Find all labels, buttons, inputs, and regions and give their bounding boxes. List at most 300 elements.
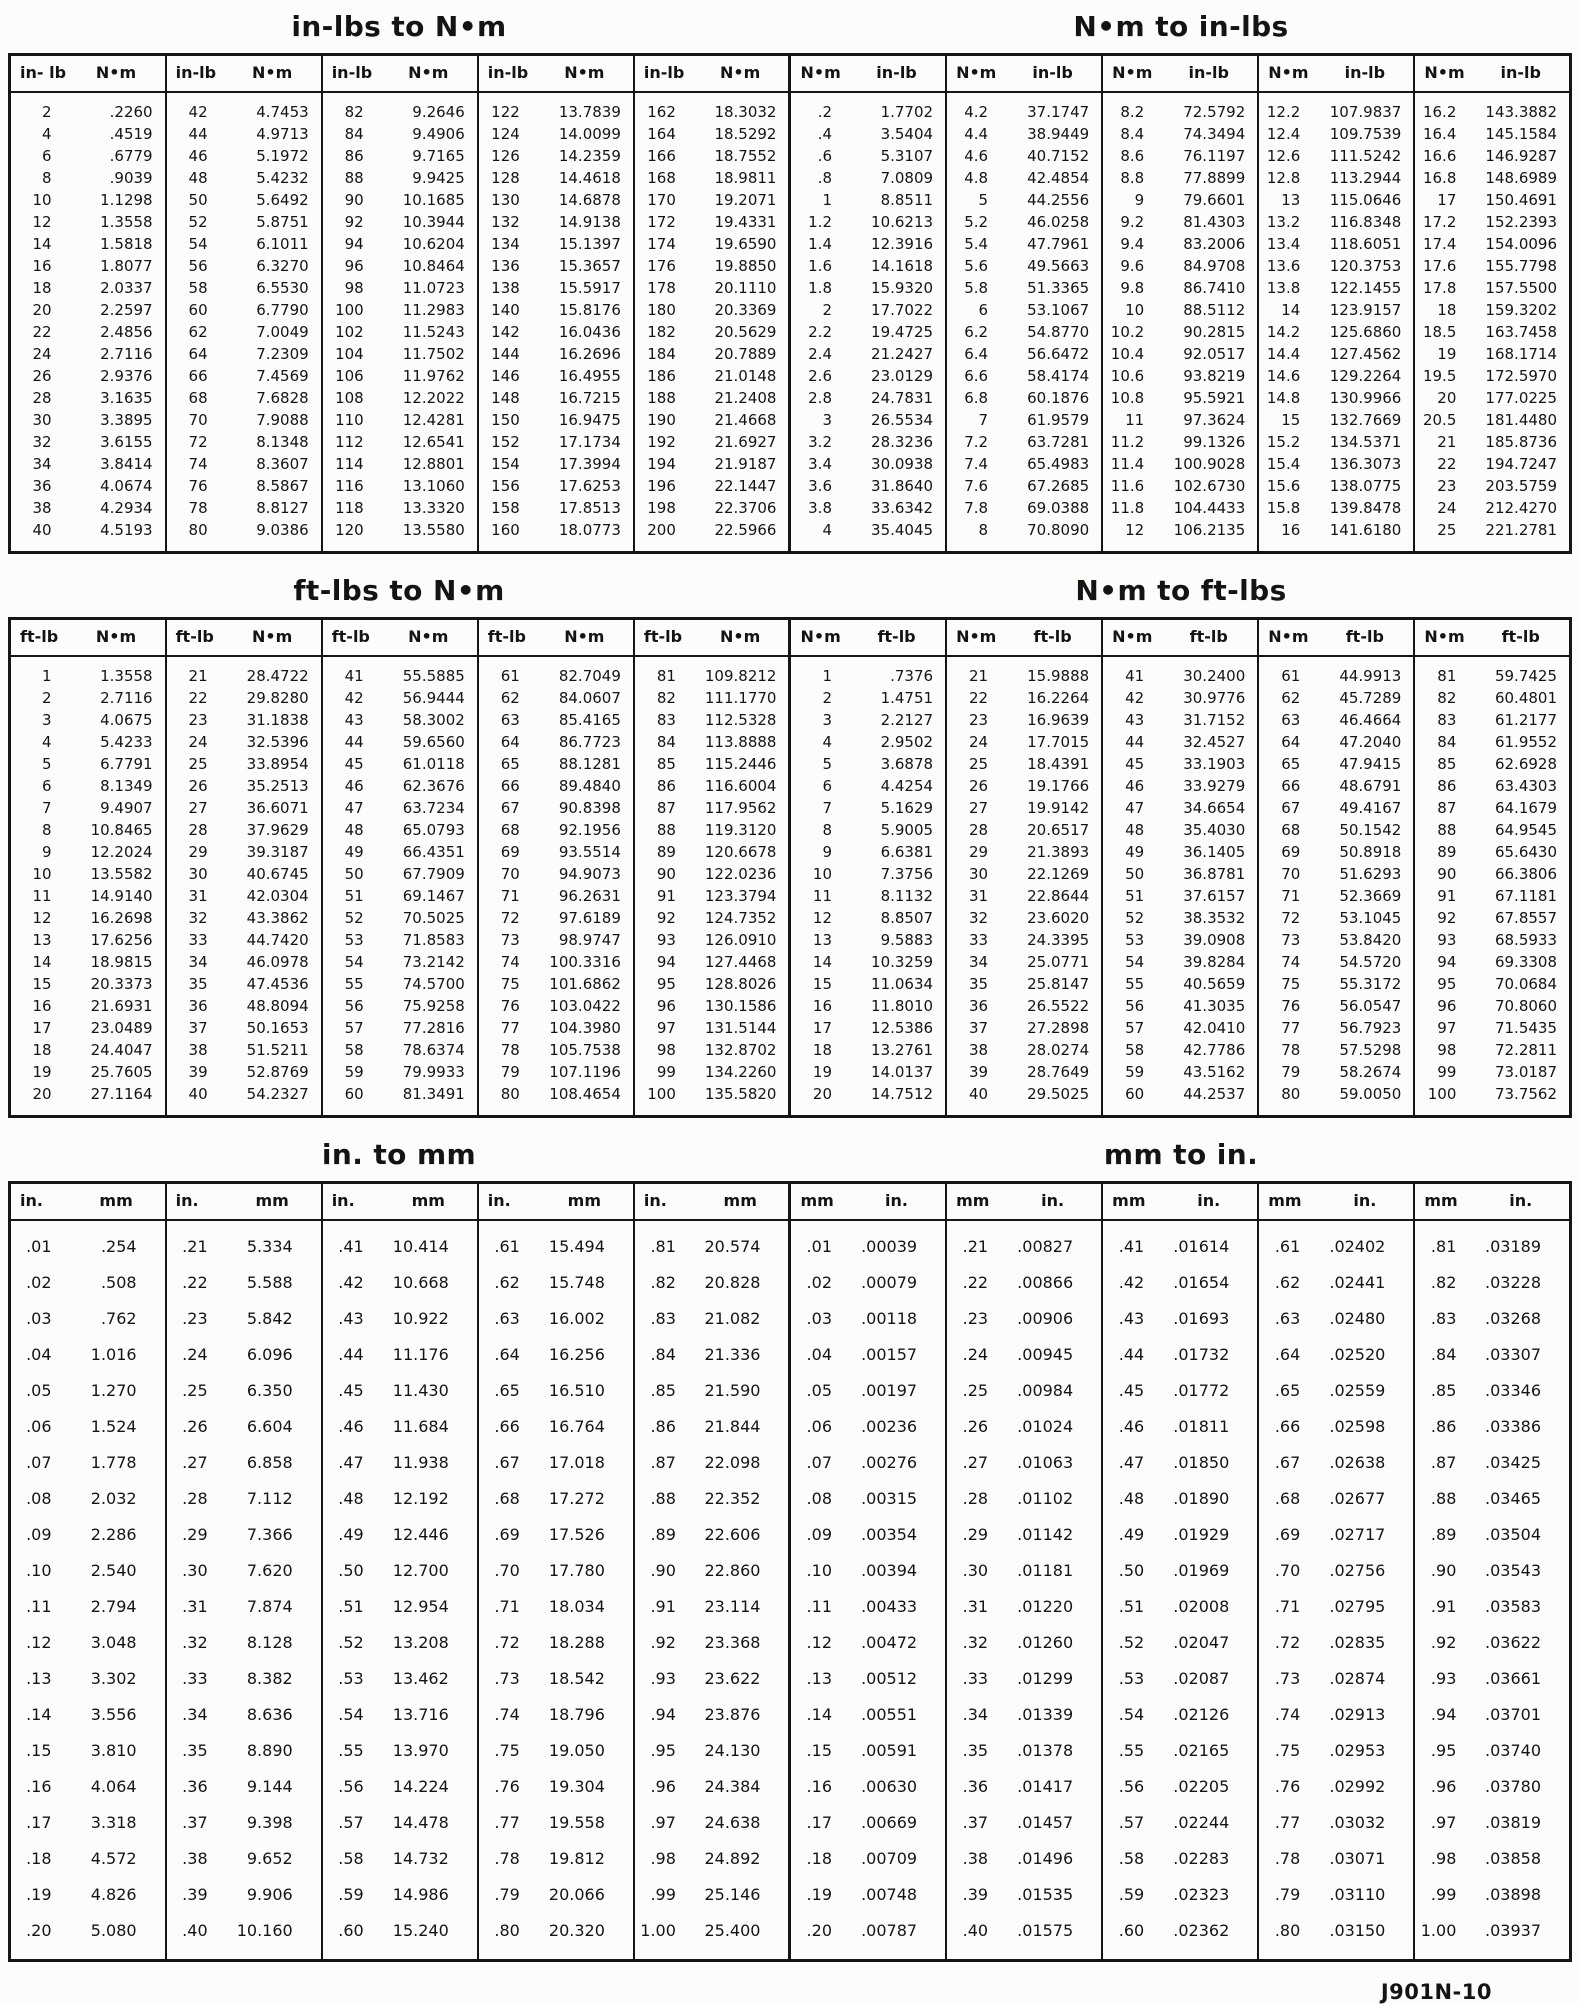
column-header: N•m (224, 55, 322, 93)
input-value-cell: 5.4 (964, 235, 989, 253)
input-value-cell: 49 (1125, 843, 1145, 861)
input-value-cell: .53 (1118, 1669, 1145, 1688)
input-value-cell: 134 (491, 235, 520, 253)
converted-value-cell: 12.954 (380, 1589, 478, 1625)
converted-value-cell: 16.2264 (1004, 687, 1102, 709)
converted-value-cell: 6.6381 (848, 841, 946, 863)
converted-value-cell: 52.8769 (224, 1061, 322, 1083)
converted-value-cell: 24.892 (692, 1841, 790, 1877)
converted-value-cell: .01260 (1004, 1625, 1102, 1661)
converted-value-cell: 17.272 (536, 1481, 634, 1517)
converted-value-cell: 6.7791 (68, 753, 166, 775)
input-value-cell: 70 (188, 411, 208, 429)
input-value-cell: .67 (1274, 1453, 1301, 1472)
input-value-cell: .90 (1430, 1561, 1457, 1580)
input-value-cell: .72 (494, 1633, 520, 1652)
converted-value-cell: 1.016 (68, 1337, 166, 1373)
converted-value-cell: 15.9888 (1004, 656, 1102, 687)
input-value-cell: 80 (1281, 1085, 1301, 1103)
column-header: in. (1004, 1183, 1102, 1221)
input-value-cell: 5.2 (964, 213, 989, 231)
input-value-cell: 20 (1437, 389, 1457, 407)
converted-value-cell: 25.400 (692, 1913, 790, 1961)
converted-value-cell: 9.4907 (68, 797, 166, 819)
converted-value-cell: 10.414 (380, 1220, 478, 1265)
input-value-cell: 68 (1281, 821, 1301, 839)
converted-value-cell: 102.6730 (1160, 475, 1258, 497)
input-value-cell: 22 (188, 689, 208, 707)
input-value-cell: 36 (188, 997, 208, 1015)
converted-value-cell: 33.6342 (848, 497, 946, 519)
input-value-cell: 168 (647, 169, 676, 187)
input-value-cell: 25 (1437, 521, 1457, 539)
column-header: in. (322, 1183, 380, 1221)
input-value-cell: .38 (962, 1849, 989, 1868)
input-value-cell: 98 (656, 1041, 676, 1059)
input-value-cell: .27 (182, 1453, 208, 1472)
converted-value-cell: 13.5582 (68, 863, 166, 885)
input-value-cell: 138 (491, 279, 520, 297)
input-value-cell: 10 (812, 865, 832, 883)
column-header: N•m (946, 55, 1004, 93)
input-value-cell: .86 (1430, 1417, 1457, 1436)
converted-value-cell: 19.6590 (692, 233, 790, 255)
input-value-cell: 96 (1437, 997, 1457, 1015)
input-value-cell: 172 (647, 213, 676, 231)
input-value-cell: .33 (182, 1669, 208, 1688)
converted-value-cell: 14.986 (380, 1877, 478, 1913)
converted-value-cell: .00315 (848, 1481, 946, 1517)
converted-value-cell: 21.6931 (68, 995, 166, 1017)
input-value-cell: 42 (188, 103, 208, 121)
column-header: mm (1258, 1183, 1316, 1221)
converted-value-cell: 11.0723 (380, 277, 478, 299)
converted-value-cell: 7.366 (224, 1517, 322, 1553)
input-value-cell: .09 (806, 1525, 832, 1544)
converted-value-cell: 38.9449 (1004, 123, 1102, 145)
input-value-cell: .08 (806, 1489, 832, 1508)
converted-value-cell: 25.8147 (1004, 973, 1102, 995)
input-value-cell: 94 (656, 953, 676, 971)
converted-value-cell: 16.2698 (68, 907, 166, 929)
conversion-table-in-lbs-nm (8, 53, 1572, 554)
converted-value-cell: 18.288 (536, 1625, 634, 1661)
converted-value-cell: 4.4254 (848, 775, 946, 797)
table-row (10, 321, 1571, 343)
converted-value-cell: .00591 (848, 1733, 946, 1769)
converted-value-cell: 85.4165 (536, 709, 634, 731)
converted-value-cell: 19.4725 (848, 321, 946, 343)
input-value-cell: .27 (962, 1453, 989, 1472)
converted-value-cell: .02835 (1316, 1625, 1414, 1661)
table-row (10, 1913, 1571, 1961)
input-value-cell: 11 (32, 887, 52, 905)
converted-value-cell: 73.7562 (1494, 1085, 1557, 1103)
converted-value-cell: 70.8060 (1494, 997, 1557, 1015)
converted-value-cell: 15.5917 (536, 277, 634, 299)
input-value-cell: .29 (962, 1525, 989, 1544)
input-value-cell: 8.6 (1120, 147, 1145, 165)
converted-value-cell: 42.0410 (1160, 1017, 1258, 1039)
converted-value-cell: 27.2898 (1004, 1017, 1102, 1039)
converted-value-cell: 14.6878 (536, 189, 634, 211)
input-value-cell: 14.2 (1266, 323, 1301, 341)
input-value-cell: 61 (500, 667, 520, 685)
input-value-cell: 26 (32, 367, 52, 385)
column-header: N•m (380, 55, 478, 93)
converted-value-cell: .01142 (1004, 1517, 1102, 1553)
converted-value-cell: .00551 (848, 1697, 946, 1733)
input-value-cell: 99 (656, 1063, 676, 1081)
converted-value-cell: 101.6862 (536, 973, 634, 995)
converted-value-cell: 104.4433 (1160, 497, 1258, 519)
converted-value-cell: 7.6828 (224, 387, 322, 409)
input-value-cell: 53 (1125, 931, 1145, 949)
converted-value-cell: 17.3994 (536, 453, 634, 475)
input-value-cell: 148 (491, 389, 520, 407)
converted-value-cell: 70.0684 (1494, 975, 1557, 993)
converted-value-cell: 118.6051 (1316, 233, 1414, 255)
input-value-cell: .71 (494, 1597, 520, 1616)
converted-value-cell: 109.7539 (1316, 123, 1414, 145)
input-value-cell: .4 (817, 125, 832, 143)
header-row (10, 55, 1571, 93)
converted-value-cell: 9.0386 (224, 519, 322, 553)
input-value-cell: .80 (1274, 1921, 1301, 1940)
input-value-cell: .64 (494, 1345, 520, 1364)
input-value-cell: 51 (1125, 887, 1145, 905)
input-value-cell: 61 (1281, 667, 1301, 685)
input-value-cell: .48 (1118, 1489, 1145, 1508)
converted-value-cell: 109.8212 (692, 656, 790, 687)
converted-value-cell: 1.4751 (848, 687, 946, 709)
column-header: ft-lb (1472, 619, 1570, 657)
input-value-cell: .70 (494, 1561, 520, 1580)
converted-value-cell: 221.2781 (1485, 521, 1557, 539)
input-value-cell: .79 (494, 1885, 520, 1904)
converted-value-cell: 115.2446 (692, 753, 790, 775)
converted-value-cell: 31.7152 (1160, 709, 1258, 731)
converted-value-cell: 84.0607 (536, 687, 634, 709)
converted-value-cell: .03189 (1485, 1237, 1541, 1256)
input-value-cell: 88 (344, 169, 364, 187)
input-value-cell: 100 (335, 301, 364, 319)
input-value-cell: 38 (188, 1041, 208, 1059)
input-value-cell: 28 (969, 821, 989, 839)
table-row (10, 211, 1571, 233)
input-value-cell: 41 (1125, 667, 1145, 685)
input-value-cell: 25 (188, 755, 208, 773)
converted-value-cell: .01102 (1004, 1481, 1102, 1517)
converted-value-cell: .01654 (1160, 1265, 1258, 1301)
converted-value-cell: 10.6204 (380, 233, 478, 255)
converted-value-cell: .03780 (1485, 1777, 1541, 1796)
input-value-cell: 87 (1437, 799, 1457, 817)
converted-value-cell: 21.2408 (692, 387, 790, 409)
input-value-cell: 18 (1437, 301, 1457, 319)
converted-value-cell: 42.0304 (224, 885, 322, 907)
input-value-cell: 6.8 (964, 389, 989, 407)
converted-value-cell: 181.4480 (1485, 411, 1557, 429)
table-row (10, 731, 1571, 753)
converted-value-cell: 6.1011 (224, 233, 322, 255)
converted-value-cell: 123.9157 (1316, 299, 1414, 321)
input-value-cell: 23 (969, 711, 989, 729)
converted-value-cell: 10.3944 (380, 211, 478, 233)
input-value-cell: 12 (32, 213, 52, 231)
input-value-cell: .30 (962, 1561, 989, 1580)
input-value-cell: 31 (188, 887, 208, 905)
input-value-cell: 11.8 (1110, 499, 1145, 517)
input-value-cell: 79 (1281, 1063, 1301, 1081)
converted-value-cell: 93.8219 (1160, 365, 1258, 387)
input-value-cell: 2.4 (808, 345, 832, 363)
input-value-cell: 11 (1125, 411, 1145, 429)
input-value-cell: 10.4 (1110, 345, 1145, 363)
input-value-cell: 18 (812, 1041, 832, 1059)
input-value-cell: 31 (969, 887, 989, 905)
input-value-cell: 15.6 (1266, 477, 1301, 495)
converted-value-cell: 145.1584 (1485, 125, 1557, 143)
input-value-cell: .14 (806, 1705, 832, 1724)
converted-value-cell: 2.4856 (68, 321, 166, 343)
table-row (10, 1445, 1571, 1481)
column-header: N•m (1102, 55, 1160, 93)
converted-value-cell: 59.6560 (380, 731, 478, 753)
converted-value-cell: 3.6155 (68, 431, 166, 453)
converted-value-cell: 50.1653 (224, 1017, 322, 1039)
input-value-cell: .52 (338, 1633, 364, 1652)
input-value-cell: 33 (188, 931, 208, 949)
column-header: N•m (68, 619, 166, 657)
converted-value-cell: 22.1447 (692, 475, 790, 497)
input-value-cell: 124 (491, 125, 520, 143)
input-value-cell: 122 (491, 103, 520, 121)
converted-value-cell: 117.9562 (692, 797, 790, 819)
input-value-cell: 2 (41, 689, 52, 707)
input-value-cell: 14 (812, 953, 832, 971)
converted-value-cell: 122.0236 (692, 863, 790, 885)
input-value-cell: 190 (647, 411, 676, 429)
converted-value-cell: .00276 (848, 1445, 946, 1481)
input-value-cell: 35 (188, 975, 208, 993)
converted-value-cell: 4.826 (68, 1877, 166, 1913)
converted-value-cell: 15.8176 (536, 299, 634, 321)
column-header: in-lb (166, 55, 224, 93)
converted-value-cell: 26.5522 (1004, 995, 1102, 1017)
converted-value-cell: .03110 (1316, 1877, 1414, 1913)
input-value-cell: .69 (494, 1525, 520, 1544)
converted-value-cell: 18.0773 (536, 519, 634, 553)
conversion-table-ft-lbs-nm (8, 617, 1572, 1118)
input-value-cell: .20 (26, 1921, 52, 1940)
table-row (10, 841, 1571, 863)
section-torque-in-lbs (8, 10, 1572, 554)
converted-value-cell: 10.6213 (848, 211, 946, 233)
input-value-cell: 52 (188, 213, 208, 231)
converted-value-cell: 5.080 (68, 1913, 166, 1961)
converted-value-cell: 66.4351 (380, 841, 478, 863)
input-value-cell: 12.2 (1266, 103, 1301, 121)
converted-value-cell: 3.1635 (68, 387, 166, 409)
input-value-cell: .13 (806, 1669, 832, 1688)
converted-value-cell: 123.3794 (692, 885, 790, 907)
converted-value-cell: 11.9762 (380, 365, 478, 387)
converted-value-cell: 17.780 (536, 1553, 634, 1589)
converted-value-cell: 136.3073 (1316, 453, 1414, 475)
table-row (10, 1517, 1571, 1553)
input-value-cell: .31 (182, 1597, 208, 1616)
input-value-cell: 64 (500, 733, 520, 751)
converted-value-cell: .7376 (848, 656, 946, 687)
input-value-cell: 11.4 (1110, 455, 1145, 473)
input-value-cell: 10 (32, 191, 52, 209)
converted-value-cell: 13.3320 (380, 497, 478, 519)
input-value-cell: 1.8 (808, 279, 832, 297)
converted-value-cell: .02323 (1160, 1877, 1258, 1913)
input-value-cell: 32 (32, 433, 52, 451)
input-value-cell: 75 (1281, 975, 1301, 993)
converted-value-cell: 2.286 (68, 1517, 166, 1553)
column-header: ft-lb (166, 619, 224, 657)
converted-value-cell: 4.9713 (224, 123, 322, 145)
input-value-cell: .83 (1430, 1309, 1457, 1328)
converted-value-cell: .01181 (1004, 1553, 1102, 1589)
input-value-cell: 8 (41, 821, 52, 839)
input-value-cell: 80 (188, 521, 208, 539)
input-value-cell: 14 (1281, 301, 1301, 319)
input-value-cell: 100 (1427, 1085, 1457, 1103)
converted-value-cell: 105.7538 (536, 1039, 634, 1061)
input-value-cell: 47 (344, 799, 364, 817)
converted-value-cell: 20.066 (536, 1877, 634, 1913)
input-value-cell: .02 (806, 1273, 832, 1292)
input-value-cell: 74 (1281, 953, 1301, 971)
input-value-cell: 7.4 (964, 455, 989, 473)
input-value-cell: .63 (494, 1309, 520, 1328)
input-value-cell: 3.2 (808, 433, 832, 451)
input-value-cell: .62 (1274, 1273, 1301, 1292)
input-value-cell: 17 (1437, 191, 1457, 209)
input-value-cell: 41 (344, 667, 364, 685)
input-value-cell: 28 (188, 821, 208, 839)
converted-value-cell: 5.1972 (224, 145, 322, 167)
converted-value-cell: 112.5328 (692, 709, 790, 731)
converted-value-cell: 130.9966 (1316, 387, 1414, 409)
input-value-cell: .25 (182, 1381, 208, 1400)
converted-value-cell: 40.5659 (1160, 973, 1258, 995)
input-value-cell: 19.5 (1422, 367, 1457, 385)
input-value-cell: 7.2 (964, 433, 989, 451)
input-value-cell: 15 (1281, 411, 1301, 429)
input-value-cell: 192 (647, 433, 676, 451)
input-value-cell: 158 (491, 499, 520, 517)
input-value-cell: 34 (188, 953, 208, 971)
input-value-cell: 47 (1125, 799, 1145, 817)
converted-value-cell: .01850 (1160, 1445, 1258, 1481)
input-value-cell: .09 (26, 1525, 52, 1544)
converted-value-cell: 41.3035 (1160, 995, 1258, 1017)
input-value-cell: 64 (1281, 733, 1301, 751)
converted-value-cell: 20.6517 (1004, 819, 1102, 841)
column-header: N•m (692, 55, 790, 93)
table-row (10, 1733, 1571, 1769)
input-value-cell: 1.00 (640, 1921, 676, 1940)
converted-value-cell: 43.5162 (1160, 1061, 1258, 1083)
input-value-cell: .56 (338, 1777, 364, 1796)
table-row (10, 1265, 1571, 1301)
input-value-cell: .22 (182, 1273, 208, 1292)
table-row (10, 167, 1571, 189)
converted-value-cell: 22.5966 (692, 519, 790, 553)
input-value-cell: .17 (806, 1813, 832, 1832)
converted-value-cell: .03701 (1485, 1705, 1541, 1724)
input-value-cell: 62 (188, 323, 208, 341)
converted-value-cell: 58.4174 (1004, 365, 1102, 387)
converted-value-cell: 19.050 (536, 1733, 634, 1769)
table-row (10, 1039, 1571, 1061)
input-value-cell: .40 (182, 1921, 208, 1940)
table-row (10, 453, 1571, 475)
table-row (10, 255, 1571, 277)
input-value-cell: 194 (647, 455, 676, 473)
converted-value-cell: 23.876 (692, 1697, 790, 1733)
input-value-cell: 86 (344, 147, 364, 165)
table-row (10, 123, 1571, 145)
input-value-cell: 62 (1281, 689, 1301, 707)
converted-value-cell: 7.620 (224, 1553, 322, 1589)
converted-value-cell: .02047 (1160, 1625, 1258, 1661)
converted-value-cell: 31.8640 (848, 475, 946, 497)
column-header: ft-lb (322, 619, 380, 657)
converted-value-cell: 27.1164 (68, 1083, 166, 1117)
input-value-cell: .88 (650, 1489, 676, 1508)
input-value-cell: 59 (344, 1063, 364, 1081)
converted-value-cell: 11.176 (380, 1337, 478, 1373)
input-value-cell: .98 (650, 1849, 676, 1868)
converted-value-cell: 6.7790 (224, 299, 322, 321)
input-value-cell: 130 (491, 191, 520, 209)
input-value-cell: 4.6 (964, 147, 989, 165)
converted-value-cell: 2.2597 (68, 299, 166, 321)
table-row (10, 797, 1571, 819)
converted-value-cell: .02717 (1316, 1517, 1414, 1553)
input-value-cell: 21 (188, 667, 208, 685)
converted-value-cell: 82.7049 (536, 656, 634, 687)
input-value-cell: 136 (491, 257, 520, 275)
table-row (10, 475, 1571, 497)
input-value-cell: .96 (650, 1777, 676, 1796)
input-value-cell: 17 (812, 1019, 832, 1037)
converted-value-cell: 59.7425 (1494, 667, 1557, 685)
converted-value-cell: .03504 (1485, 1525, 1541, 1544)
input-value-cell: 76 (1281, 997, 1301, 1015)
converted-value-cell: .03425 (1485, 1453, 1541, 1472)
converted-value-cell: 28.7649 (1004, 1061, 1102, 1083)
converted-value-cell: 132.7669 (1316, 409, 1414, 431)
input-value-cell: 20 (32, 301, 52, 319)
converted-value-cell: 7.4569 (224, 365, 322, 387)
converted-value-cell: .00945 (1004, 1337, 1102, 1373)
input-value-cell: 84 (1437, 733, 1457, 751)
converted-value-cell: 86.7723 (536, 731, 634, 753)
converted-value-cell: 97.3624 (1160, 409, 1258, 431)
input-value-cell: .94 (650, 1705, 676, 1724)
converted-value-cell: .01220 (1004, 1589, 1102, 1625)
table-row (10, 233, 1571, 255)
input-value-cell: .01 (26, 1237, 52, 1256)
section-torque-ft-lbs (8, 574, 1572, 1118)
